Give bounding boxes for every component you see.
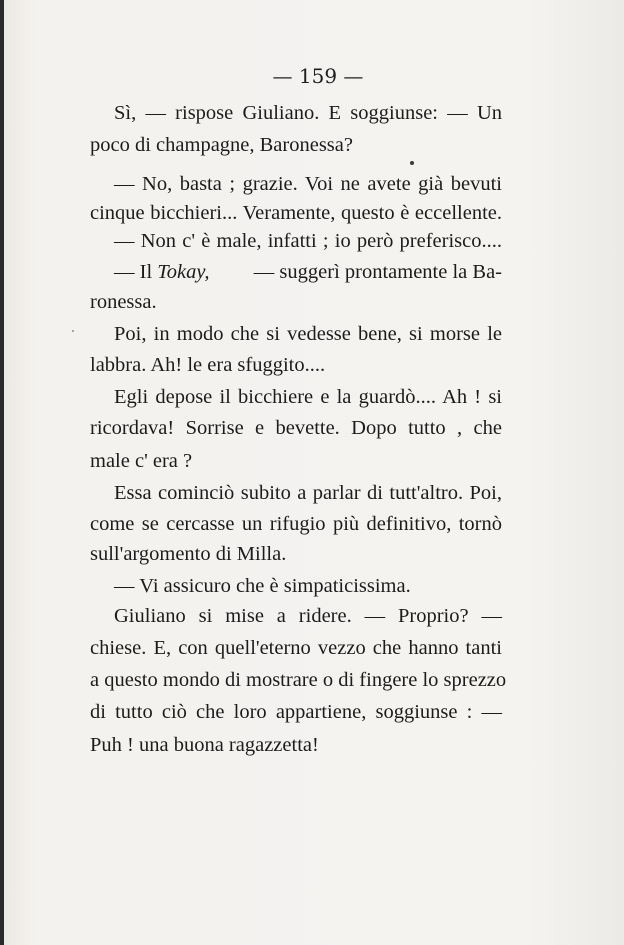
text-fragment: — Il: [114, 261, 158, 283]
italic-word: Tokay,: [157, 261, 210, 283]
text-line: Essa cominciò subito a parlar di tutt'altro. Poi,: [114, 482, 502, 504]
text-line: Giuliano si mise a ridere. — Proprio? —: [114, 605, 502, 627]
ink-speck: [410, 161, 414, 165]
page-number: — 159 —: [272, 64, 364, 88]
text-line: Poi, in modo che si vedesse bene, si morse le: [114, 323, 502, 345]
text-line: poco di champagne, Baronessa?: [90, 134, 353, 156]
text-line: Sì, — rispose Giuliano. E soggiunse: — Un: [114, 102, 502, 124]
text-line: labbra. Ah! le era sfuggito....: [90, 354, 326, 376]
text-line: ricordava! Sorrise e bevette. Dopo tutto , che: [90, 417, 502, 439]
text-line: di tutto ciò che loro appartiene, soggiunse : —: [90, 701, 502, 723]
ink-speck: [72, 330, 74, 332]
text-line: — Non c' è male, infatti ; io però preferisco....: [114, 230, 502, 252]
text-line: — No, basta ; grazie. Voi ne avete già bevuti: [114, 173, 502, 195]
text-line: a questo mondo di mostrare o di fingere lo sprezzo: [90, 669, 507, 691]
text-line: Puh ! una buona ragazzetta!: [90, 734, 319, 756]
text-line: Egli depose il bicchiere e la guardò.... Ah ! si: [114, 386, 502, 408]
text-line: — Vi assicuro che è simpaticissima.: [114, 575, 411, 597]
text-line: chiese. E, con quell'eterno vezzo che hanno tanti: [90, 637, 502, 659]
text-line: come se cercasse un rifugio più definitivo, tornò: [90, 513, 502, 535]
text-fragment: [114, 260, 210, 284]
text-line: male c' era ?: [90, 450, 193, 472]
page-binding-edge: [0, 0, 4, 945]
text-line: cinque bicchieri... Veramente, questo è eccellente.: [90, 202, 502, 224]
text-line: ronessa.: [90, 291, 157, 313]
text-fragment: — suggerì prontamente la Ba-: [253, 261, 502, 283]
text-line: [114, 260, 502, 284]
text-line: sull'argomento di Milla.: [90, 543, 287, 565]
